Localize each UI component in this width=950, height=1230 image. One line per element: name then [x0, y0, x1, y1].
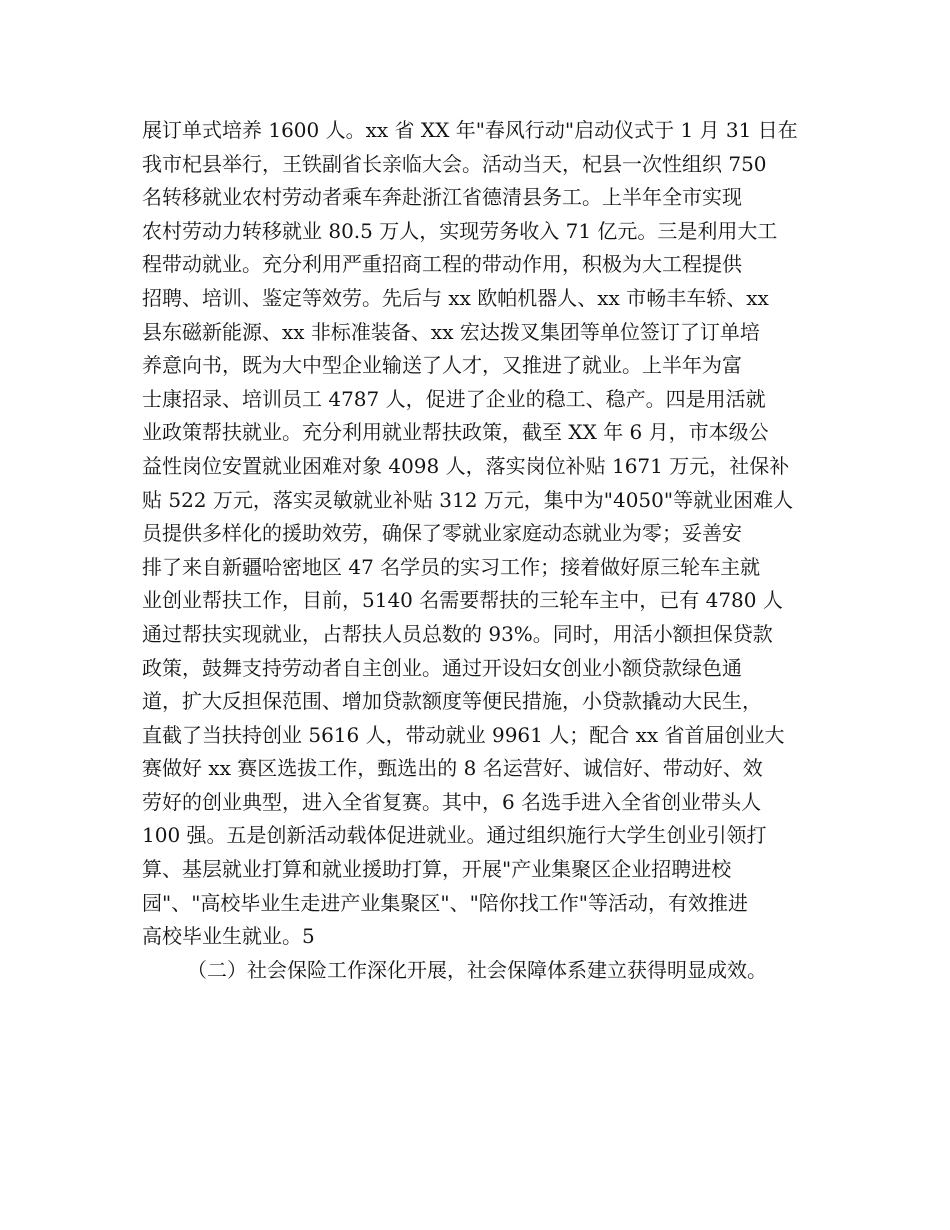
- text-line: 排了来自新疆哈密地区 47 名学员的实习工作；接着做好原三轮车主就: [142, 554, 761, 579]
- text-line: 贴 522 万元，落实灵敏就业补贴 312 万元，集中为"4050"等就业困难人: [142, 487, 794, 512]
- text-line: 益性岗位安置就业困难对象 4098 人，落实岗位补贴 1671 万元，社保补: [142, 453, 790, 478]
- text-line: 员提供多样化的援助效劳，确保了零就业家庭动态就业为零；妥善安: [142, 521, 742, 546]
- text-line: 养意向书，既为大中型企业输送了人才，又推进了就业。上半年为富: [142, 353, 742, 378]
- text-line: 算、基层就业打算和就业援助打算，开展"产业集聚区企业招聘进校: [142, 857, 732, 882]
- text-line: 直截了当扶持创业 5616 人，带动就业 9961 人；配合 xx 省首届创业大: [142, 722, 785, 747]
- text-line: 我市杞县举行，王铁副省长亲临大会。活动当天，杞县一次性组织 750: [142, 151, 767, 176]
- text-line: 通过帮扶实现就业，占帮扶人员总数的 93%。同时，用活小额担保贷款: [142, 621, 773, 646]
- text-line: 劳好的创业典型，进入全省复赛。其中，6 名选手进入全省创业带头人: [142, 789, 762, 814]
- text-line: 赛做好 xx 赛区选拔工作，甄选出的 8 名运营好、诚信好、带动好、效: [142, 756, 763, 781]
- text-line: 政策，鼓舞支持劳动者自主创业。通过开设妇女创业小额贷款绿色通: [142, 655, 742, 680]
- text-line: 业政策帮扶就业。充分利用就业帮扶政策，截至 XX 年 6 月，市本级公: [142, 420, 769, 445]
- text-line: 程带动就业。充分利用严重招商工程的带动作用，积极为大工程提供: [142, 252, 742, 277]
- text-line: 县东磁新能源、xx 非标准装备、xx 宏达拨叉集团等单位签订了订单培: [142, 319, 760, 344]
- text-line: 展订单式培养 1600 人。xx 省 XX 年"春风行动"启动仪式于 1 月 31 日在: [142, 118, 798, 142]
- text-line: 高校毕业生就业。5: [142, 924, 315, 949]
- text-line: 士康招录、培训员工 4787 人，促进了企业的稳工、稳产。四是用活就: [142, 386, 766, 411]
- body-text: [142, 114, 822, 987]
- section-heading: （二）社会保险工作深化开展，社会保障体系建立获得明显成效。: [187, 957, 767, 982]
- text-line: 道，扩大反担保范围、增加贷款额度等便民措施，小贷款撬动大民生，: [142, 689, 762, 714]
- text-line: 名转移就业农村劳动者乘车奔赴浙江省德清县务工。上半年全市实现: [142, 185, 742, 210]
- text-line: 农村劳动力转移就业 80.5 万人，实现劳务收入 71 亿元。三是利用大工: [142, 218, 778, 243]
- text-line: 招聘、培训、鉴定等效劳。先后与 xx 欧帕机器人、xx 市畅丰车轿、xx: [142, 285, 769, 310]
- text-line: 100 强。五是创新活动载体促进就业。通过组织施行大学生创业引领打: [142, 823, 767, 848]
- text-line: 业创业帮扶工作，目前，5140 名需要帮扶的三轮车主中，已有 4780 人: [142, 588, 783, 613]
- text-line: 园"、"高校毕业生走进产业集聚区"、"陪你找工作"等活动，有效推进: [142, 890, 748, 915]
